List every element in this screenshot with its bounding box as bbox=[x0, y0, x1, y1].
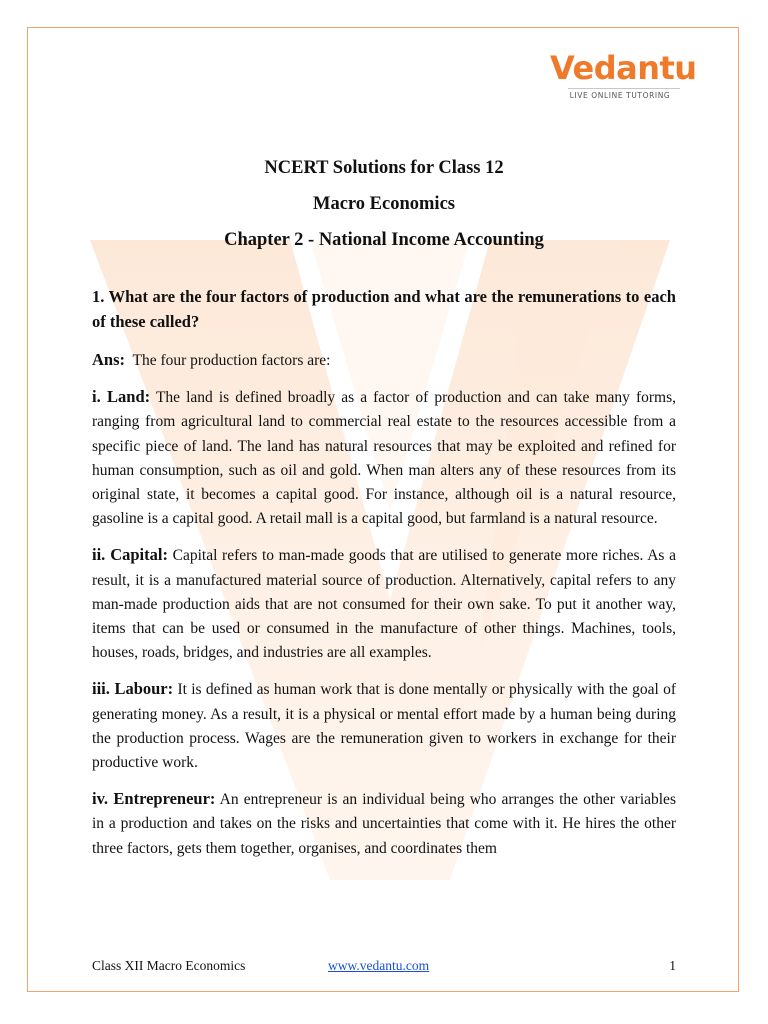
page-footer bbox=[92, 958, 676, 978]
factor-capital bbox=[92, 543, 676, 665]
vedantu-logo bbox=[550, 48, 697, 104]
logo-divider bbox=[568, 88, 680, 89]
page-number: 1 bbox=[669, 958, 676, 973]
factor-entrepreneur bbox=[92, 787, 676, 861]
document-content bbox=[92, 284, 676, 873]
answer-label: Ans: bbox=[92, 350, 126, 369]
factor-land-text: The land is defined broadly as a factor of production and can take many forms, ranging from agricultural land to commercial real estate to the resources accessible from a specific piece of land. The land has natural resources that may be exploited and refined for human consumption, such as oil and gold. When man alters any of these resources from its original state, it becomes a capital good. For instance, although oil is a natural resource, gasoline is a capital good. A retail mall is a capital good, but farmland is a natural resource. bbox=[92, 389, 677, 528]
question-1: 1. What are the four factors of production and what are the remunerations to each of these called? bbox=[92, 287, 676, 331]
footer-course: Class XII Macro Economics bbox=[92, 958, 246, 973]
factor-entrepreneur-label: iv. Entrepreneur: bbox=[92, 789, 216, 809]
footer-website-link[interactable]: www.vedantu.com bbox=[328, 958, 430, 973]
factor-labour-text: It is defined as human work that is done mentally or physically with the goal of generating money. As a result, it is a physical or mental effort made by a human being during the production process. Wages are the remuneration given to workers in exchange for their productive work. bbox=[92, 681, 676, 772]
logo-tagline: LIVE ONLINE TUTORING bbox=[569, 91, 671, 100]
answer-intro bbox=[92, 348, 676, 373]
factor-labour bbox=[92, 677, 676, 775]
factor-capital-text: Capital refers to man-made goods that are utilised to generate more riches. As a result, it is a manufactured material source of production. Alternatively, capital refers to any man-made production aids that are not consumed for their own sake. To put it another way, items that can be used or consumed in the manufacture of other things. Machines, tools, houses, roads, bridges, and industries are all examples. bbox=[92, 547, 676, 662]
document-title-block bbox=[92, 150, 676, 258]
factor-capital-label: ii. Capital: bbox=[92, 545, 168, 565]
title-line-3: Chapter 2 - National Income Accounting bbox=[224, 230, 544, 250]
factor-labour-label: iii. Labour: bbox=[92, 679, 174, 699]
factor-land-label: i. Land: bbox=[92, 387, 151, 407]
title-line-2: Macro Economics bbox=[313, 194, 455, 214]
factor-land bbox=[92, 385, 676, 531]
factor-entrepreneur-text: An entrepreneur is an individual being who arranges the other variables in a production and takes on the risks and uncertainties that come with it. He hires the other three factors, gets them together, organises, and coordinates them bbox=[92, 791, 676, 857]
logo-text: Vedantu bbox=[550, 49, 697, 87]
answer-intro-text: The four production factors are: bbox=[132, 352, 331, 369]
title-line-1: NCERT Solutions for Class 12 bbox=[264, 158, 504, 178]
